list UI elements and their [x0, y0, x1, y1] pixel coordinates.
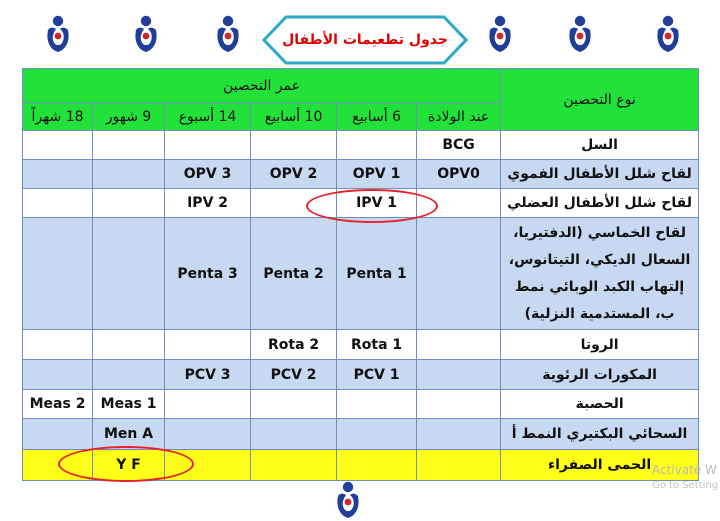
table-row — [23, 218, 699, 330]
dose-cell: Rota 2 — [251, 330, 337, 360]
dose-cell: Y F — [93, 450, 165, 481]
dose-cell — [417, 419, 501, 450]
dose-cell: PCV 2 — [251, 360, 337, 390]
highlight-ellipse-ipv1 — [306, 189, 438, 223]
dose-cell — [417, 360, 501, 390]
dose-cell — [251, 131, 337, 160]
header-vaccination-age: عمر التحصين — [23, 69, 501, 103]
dose-cell — [337, 131, 417, 160]
dose-cell — [93, 218, 165, 330]
dose-cell — [23, 330, 93, 360]
dose-cell: Men A — [93, 419, 165, 450]
mother-child-logo-icon — [650, 14, 686, 54]
dose-cell: IPV 1 — [337, 189, 417, 218]
mother-child-logo-icon — [40, 14, 76, 54]
watermark-line-2: Go to Setting — [652, 480, 719, 491]
header-vaccine-type: نوع التحصين — [501, 69, 699, 131]
vaccine-name: الحصبة — [501, 390, 699, 419]
dose-cell: BCG — [417, 131, 501, 160]
header-age-14-weeks: 14 أسبوع — [165, 103, 251, 131]
dose-cell: PCV 3 — [165, 360, 251, 390]
dose-cell — [337, 419, 417, 450]
header-age-18-months: 18 شهراً — [23, 103, 93, 131]
dose-cell: Meas 2 — [23, 390, 93, 419]
dose-cell — [23, 160, 93, 189]
activate-windows-watermark — [652, 462, 718, 494]
mother-child-logo-icon — [330, 480, 366, 520]
dose-cell — [93, 160, 165, 189]
dose-cell: Rota 1 — [337, 330, 417, 360]
dose-cell — [165, 330, 251, 360]
watermark-line-1: Activate W — [652, 463, 717, 477]
dose-cell — [93, 360, 165, 390]
table-row — [23, 390, 699, 419]
dose-cell — [93, 189, 165, 218]
dose-cell: IPV 2 — [165, 189, 251, 218]
mother-child-logo-icon — [210, 14, 246, 54]
dose-cell: OPV 2 — [251, 160, 337, 189]
mother-child-logo-icon — [128, 14, 164, 54]
vaccine-name: السحائي البكتيري النمط أ — [501, 419, 699, 450]
dose-cell — [165, 390, 251, 419]
table-row — [23, 360, 699, 390]
dose-cell — [417, 450, 501, 481]
dose-cell — [165, 419, 251, 450]
dose-cell — [93, 330, 165, 360]
vaccine-name: لقاح شلل الأطفال العضلي — [501, 189, 699, 218]
header-age-6-weeks: 6 أسابيع — [337, 103, 417, 131]
dose-cell — [23, 360, 93, 390]
table-row — [23, 160, 699, 189]
mother-child-logo-icon — [482, 14, 518, 54]
header-age-birth: عند الولادة — [417, 103, 501, 131]
mother-child-logo-icon — [562, 14, 598, 54]
dose-cell — [337, 390, 417, 419]
dose-cell: Penta 2 — [251, 218, 337, 330]
header-age-10-weeks: 10 أسابيع — [251, 103, 337, 131]
dose-cell — [93, 131, 165, 160]
highlight-ellipse-yf — [58, 446, 194, 482]
vaccine-name: المكورات الرئوية — [501, 360, 699, 390]
vaccine-name: الحمى الصفراء — [501, 450, 699, 481]
dose-cell — [417, 330, 501, 360]
vaccine-name: لقاح شلل الأطفال الفموي — [501, 160, 699, 189]
dose-cell — [251, 390, 337, 419]
dose-cell — [23, 218, 93, 330]
dose-cell: Penta 3 — [165, 218, 251, 330]
dose-cell — [165, 131, 251, 160]
header-age-9-months: 9 شهور — [93, 103, 165, 131]
dose-cell: Penta 1 — [337, 218, 417, 330]
vaccine-name: لقاح الخماسي (الدفتيريا، السعال الديكي، التيتانوس، إلتهاب الكبد الوبائي نمط ب، المستدمية النزلية) — [501, 218, 699, 330]
table-row — [23, 131, 699, 160]
vaccine-name: الروتا — [501, 330, 699, 360]
dose-cell — [417, 390, 501, 419]
dose-cell: OPV0 — [417, 160, 501, 189]
dose-cell — [251, 419, 337, 450]
dose-cell: PCV 1 — [337, 360, 417, 390]
vaccination-schedule-table — [22, 68, 699, 481]
dose-cell — [23, 419, 93, 450]
page-title: جدول تطعيمات الأطفال — [282, 32, 448, 48]
table-row — [23, 419, 699, 450]
dose-cell: Meas 1 — [93, 390, 165, 419]
vaccine-name: السل — [501, 131, 699, 160]
table-row — [23, 330, 699, 360]
dose-cell — [23, 131, 93, 160]
dose-cell: OPV 1 — [337, 160, 417, 189]
dose-cell — [251, 450, 337, 481]
dose-cell — [23, 189, 93, 218]
dose-cell — [417, 218, 501, 330]
dose-cell: OPV 3 — [165, 160, 251, 189]
dose-cell — [337, 450, 417, 481]
